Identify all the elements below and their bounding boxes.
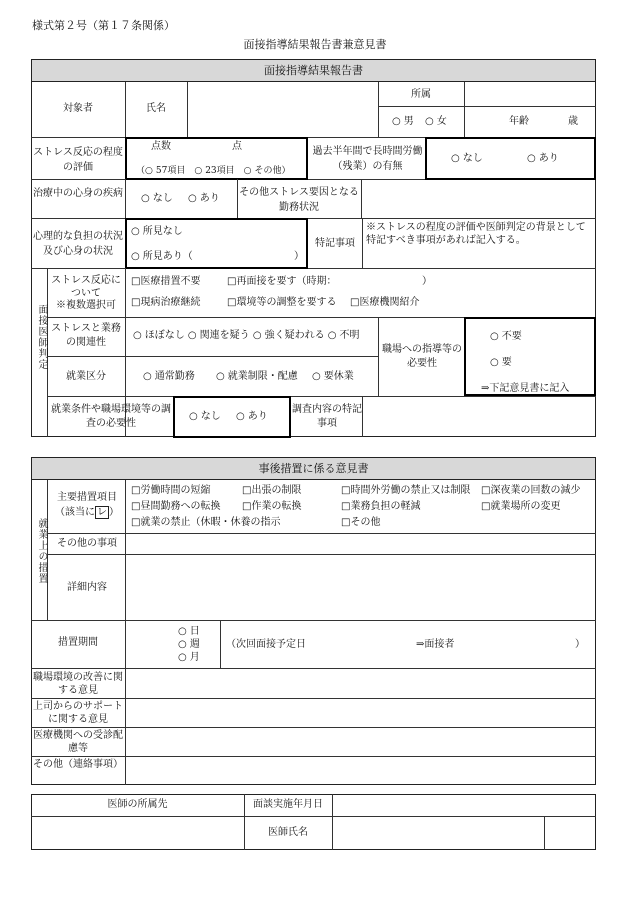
subject-label: 対象者 xyxy=(63,103,93,114)
affiliation-label: 所属 xyxy=(411,89,431,100)
measure-item[interactable]: □ 業務負担の軽減 xyxy=(341,501,420,513)
score-unit: 点 xyxy=(232,141,242,152)
finding-close-paren: ） xyxy=(294,251,304,262)
next-interview-close-paren: ） xyxy=(575,639,585,650)
name-field[interactable] xyxy=(189,84,376,135)
survey-content-label: 調査内容の特記事項 xyxy=(292,404,362,429)
form-number: 様式第２号（第１７条関係） xyxy=(32,19,175,32)
doctor-judgment-label: 面接医師判定 xyxy=(36,304,47,370)
score-label: 点数 xyxy=(151,141,171,152)
other-items-label: その他の事項 xyxy=(57,538,117,549)
employment-measures-label: 就業上の措置 xyxy=(36,518,47,584)
main-items-label: 主要措置項目 xyxy=(57,492,117,503)
interview-date-field[interactable] xyxy=(334,796,594,814)
measure-item[interactable]: □ その他 xyxy=(341,517,380,529)
guidance-label: 職場への指導等の必要性 xyxy=(382,344,462,369)
period-month[interactable]: ○ 月 xyxy=(178,652,200,664)
measure-item[interactable]: □ 出張の制限 xyxy=(242,485,301,497)
details-label: 詳細内容 xyxy=(67,582,107,593)
name-label: 氏名 xyxy=(146,103,166,114)
period-week[interactable]: ○ 週 xyxy=(178,639,200,651)
guidance-unneeded[interactable]: ○ 不要 xyxy=(490,331,522,343)
mental-status-label: 心理的な負担の状況及び心身の状況 xyxy=(33,231,123,257)
overtime-exists[interactable]: ○ あり xyxy=(527,153,559,165)
survey-none[interactable]: ○ なし xyxy=(189,411,221,423)
multi-select-note: ※複数選択可 xyxy=(56,300,116,311)
age-unit: 歳 xyxy=(568,116,578,127)
cb-medical-referral[interactable]: □ 医療機関紹介 xyxy=(350,297,419,309)
finding-none[interactable]: ○ 所見なし xyxy=(131,226,183,238)
period-day[interactable]: ○ 日 xyxy=(178,626,200,638)
details-field[interactable] xyxy=(127,556,594,618)
document-title: 面接指導結果報告書兼意見書 xyxy=(243,38,387,51)
measure-item[interactable]: □ 就業の禁止（休暇・休養の指示 xyxy=(131,517,280,529)
work-class-normal[interactable]: ○ 通常勤務 xyxy=(143,371,195,383)
treatment-exists[interactable]: ○ あり xyxy=(188,193,220,205)
check-note: （該当に レ ） xyxy=(55,507,119,518)
period-label: 措置期間 xyxy=(58,637,98,648)
measure-item[interactable]: □ 時間外労働の禁止又は制限 xyxy=(341,485,470,497)
gender-male[interactable]: ○ 男 xyxy=(392,116,414,128)
measure-item[interactable]: □ 作業の転換 xyxy=(242,501,301,513)
measure-item[interactable]: □ 就業場所の変更 xyxy=(481,501,560,513)
work-class-leave[interactable]: ○ 要休業 xyxy=(312,371,354,383)
overtime-none[interactable]: ○ なし xyxy=(451,153,483,165)
relation-options[interactable]: ○ ほぼなし ○ 関連を疑う ○ 強く疑われる ○ 不明 xyxy=(133,330,360,342)
work-class-restricted[interactable]: ○ 就業制限・配慮 xyxy=(216,371,298,383)
special-notes-label: 特記事項 xyxy=(315,238,355,249)
workplace-opinion-label: 職場環境の改善に関する意見 xyxy=(33,672,123,696)
score-method-options[interactable]: （○ 57項目 ○ 23項目 ○ その他） xyxy=(136,166,291,177)
guidance-note: ⇒下記意見書に記入 xyxy=(481,383,570,394)
other-contact-label: その他（連絡事項） xyxy=(33,759,123,770)
age-label: 年齢 xyxy=(509,116,529,127)
work-class-label: 就業区分 xyxy=(66,371,106,382)
support-opinion-label: 上司からのサポートに関する意見 xyxy=(33,701,123,725)
survey-exists[interactable]: ○ あり xyxy=(236,411,268,423)
guidance-needed[interactable]: ○ 要 xyxy=(490,357,512,369)
measure-item[interactable]: □ 深夜業の回数の減少 xyxy=(481,485,580,497)
measure-item[interactable]: □ 昼間勤務への転換 xyxy=(131,501,220,513)
doctor-name-label: 医師氏名 xyxy=(268,827,308,838)
cb-reinterview[interactable]: □ 再面接を要す（時期： xyxy=(227,276,336,288)
overtime-label: 過去半年間で長時間労働（残業）の有無 xyxy=(312,146,423,172)
affiliation-field[interactable] xyxy=(466,84,594,104)
opinion-section-title: 事後措置に係る意見書 xyxy=(258,462,369,475)
special-notes-text: ※ストレスの程度の評価や医師判定の背景として特記すべき事項があれば記入する。 xyxy=(366,222,586,246)
stress-response-label: ストレス反応について xyxy=(51,275,121,299)
measure-item[interactable]: □ 労働時間の短縮 xyxy=(131,485,210,497)
cb-environment-adjust[interactable]: □ 環境等の調整を要する xyxy=(227,297,336,309)
next-interview-label: （次回面接予定日 xyxy=(226,639,306,650)
cb-medical-unneeded[interactable]: □ 医療措置不要 xyxy=(131,276,200,288)
reinterview-close-paren: ） xyxy=(422,276,432,287)
treatment-none[interactable]: ○ なし xyxy=(141,193,173,205)
cb-continue-treatment[interactable]: □ 現病治療継続 xyxy=(131,297,200,309)
other-stress-label: その他ストレス要因となる勤務状況 xyxy=(239,187,359,213)
interview-date-label: 面談実施年月日 xyxy=(253,799,323,810)
interviewer-label: ⇒面接者 xyxy=(416,639,455,650)
work-relation-label: ストレスと業務の関連性 xyxy=(51,323,121,348)
finding-exists[interactable]: ○ 所見あり（ xyxy=(131,251,193,263)
doctor-name-field[interactable] xyxy=(334,818,542,848)
survey-need-label: 就業条件や職場環境等の調査の必要性 xyxy=(51,404,171,429)
treatment-label: 治療中の心身の疾病 xyxy=(33,188,123,199)
survey-content-field[interactable] xyxy=(364,398,594,435)
medical-visit-label: 医療機関への受診配慮等 xyxy=(33,730,123,754)
gender-female[interactable]: ○ 女 xyxy=(425,116,447,128)
report-section-title: 面接指導結果報告書 xyxy=(264,64,363,77)
stress-eval-label: ストレス反応の程度の評価 xyxy=(33,147,123,173)
doctor-affiliation-label: 医師の所属先 xyxy=(107,799,168,810)
